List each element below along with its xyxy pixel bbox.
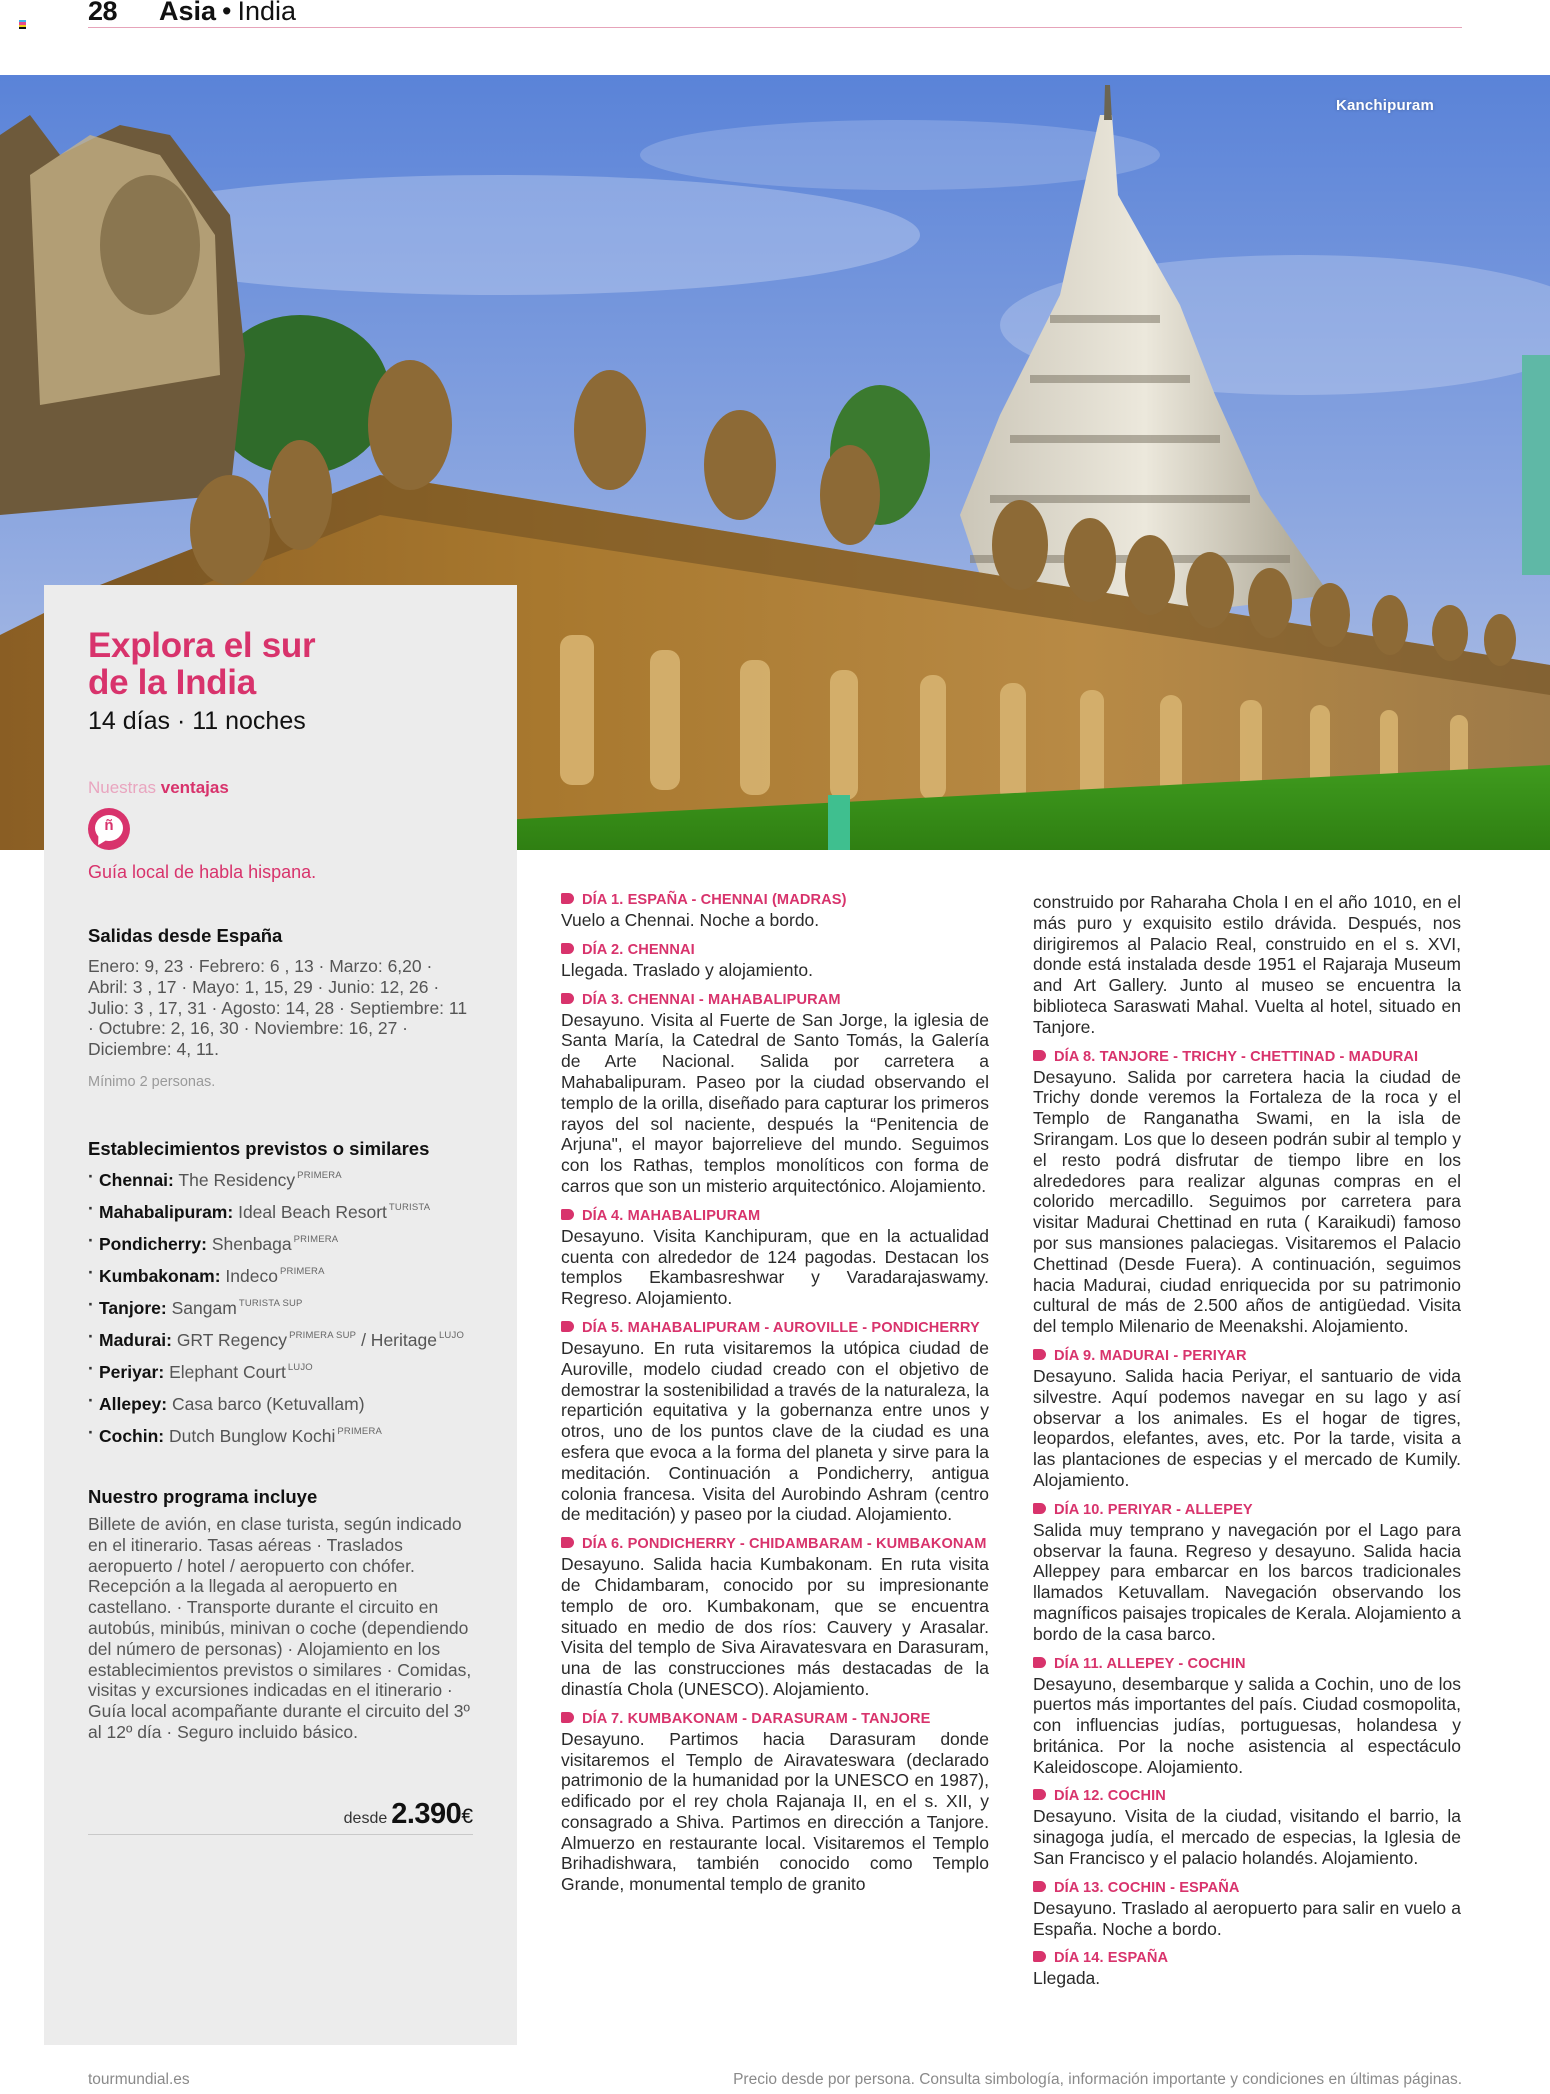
day-title: DÍA 4. MAHABALIPURAM — [561, 1207, 989, 1226]
day-title: DÍA 6. PONDICHERRY - CHIDAMBARAM - KUMBAKONAM — [561, 1535, 989, 1554]
day-text: Desayuno. Traslado al aeropuerto para salir en vuelo a España. Noche a bordo. — [1033, 1897, 1461, 1939]
photo-caption: Kanchipuram — [1335, 97, 1434, 114]
day-text: Llegada. Traslado y alojamiento. — [561, 959, 813, 980]
day-marker-icon — [1033, 1503, 1046, 1514]
day-text: Desayuno. Salida hacia Kumbakonam. En ruta visita de Chidambaram, conocido por su impresionante templo de oro. Kumbakonam, que se encuentra situado en medio de dos ríos: Cauvery y Arasalar. Visita del templo de Siva Airavatesvara en Darasuram, una de las construcciones más destacadas de la dinastía Chola (UNESCO). Alojamiento. — [561, 1554, 989, 1699]
day-title: DÍA 13. COCHIN - ESPAÑA — [1033, 1879, 1461, 1898]
hotel-city: Allepey: — [99, 1393, 168, 1414]
hotel-city: Mahabalipuram: — [99, 1201, 234, 1222]
day-marker-icon — [1033, 1789, 1046, 1800]
day-marker-icon — [561, 1321, 574, 1332]
spanish-speaking-guide-icon — [88, 808, 130, 850]
footer-disclaimer: Precio desde por persona. Consulta simbología, información importante y condiciones en últimas páginas. — [733, 2071, 1462, 2088]
hotel-item — [88, 1390, 473, 1414]
hotel-name: Shenbaga — [211, 1233, 292, 1254]
itinerary-day — [561, 991, 989, 1197]
includes-section — [88, 1486, 473, 1743]
day-title: DÍA 14. ESPAÑA — [1033, 1949, 1461, 1968]
hotel-item — [88, 1422, 473, 1446]
hotel-item — [88, 1230, 473, 1254]
itinerary-day — [1033, 1879, 1461, 1940]
itinerary-column-middle — [561, 891, 989, 1905]
hotel-category: TURISTA SUP — [238, 1297, 303, 1309]
itinerary-day — [561, 1319, 989, 1525]
hotel-item — [88, 1166, 473, 1190]
advantages-label — [88, 778, 473, 798]
footer-website-link[interactable]: tourmundial.es — [88, 2071, 190, 2088]
hotel-item — [88, 1358, 473, 1382]
itinerary-day — [561, 1535, 989, 1700]
day-text: Desayuno, desembarque y salida a Cochin, uno de los puertos más importantes del país. Ciudad cosmopolita, con influencias judías, portuguesas, holandesa y británica. Por la noche asistencia al espectáculo Kaleidoscope. Alojamiento. — [1033, 1673, 1461, 1777]
hotels-heading: Establecimientos previstos o similares — [88, 1137, 430, 1159]
day-title: DÍA 1. ESPAÑA - CHENNAI (MADRAS) — [561, 891, 989, 910]
hotel-category: PRIMERA SUP — [289, 1329, 357, 1341]
day-text: Vuelo a Chennai. Noche a bordo. — [561, 910, 820, 930]
day-title: DÍA 2. CHENNAI — [561, 941, 989, 960]
trip-title-line1: Explora el sur — [88, 626, 316, 665]
includes-text: Billete de avión, en clase turista, según indicado en el itinerario. Tasas aéreas · Traslados aeropuerto / hotel / aeropuerto con chófer. Recepción a la llegada al aeropuerto en castellano. · Transporte durante el circuito en autobús, minibús, minivan o coche (dependiendo del número de personas) · Alojamiento en los establecimientos previstos o similares · Comidas, visitas y excursiones indicadas en el itinerario · Guía local acompañante durante el circuito del 3º al 12º día · Seguro incluido básico. — [88, 1513, 472, 1742]
advantages-label-light: Nuestras — [88, 778, 157, 797]
trip-title — [88, 627, 473, 701]
breadcrumb-separator: • — [222, 0, 232, 26]
day-text: Llegada. — [1033, 1968, 1101, 1989]
price-currency: € — [461, 1805, 473, 1828]
hotels-section — [88, 1138, 473, 1446]
day-text: Desayuno. Partimos hacia Darasuram donde visitaremos el Templo de Airavateswara (declarado patrimonio de la humanidad por la UNESCO en 1987), edificado por el rey chola Rajanaja II, en el s. XII, y consagrado a Shiva. Partimos en dirección a Tanjore. Almuerzo en restaurante local. Visitaremos el Templo Brihadishwara, también conocido como Templo Grande, monumental templo de granito — [561, 1728, 989, 1895]
day-title: DÍA 7. KUMBAKONAM - DARASURAM - TANJORE — [561, 1710, 989, 1729]
itinerary-day — [1033, 1501, 1461, 1645]
departures-section — [88, 925, 473, 1090]
breadcrumb-continent: Asia — [159, 0, 217, 26]
hotel-city: Kumbakonam: — [99, 1265, 221, 1286]
itinerary-day — [561, 941, 989, 981]
itinerary-column-right — [1033, 892, 1461, 1999]
itinerary-day — [561, 1710, 989, 1895]
day-text: Salida muy temprano y navegación por el Lago para observar la fauna. Regreso y desayuno. Salida hacia Alleppey para embarcar en los barcos tradicionales llamados Ketuvallam. Navegación observando los magníficos paisajes tropicales de Kerala. Alojamiento a bordo de la casa barco. — [1033, 1519, 1462, 1644]
day-marker-icon — [561, 893, 574, 904]
hotel-name: GRT Regency — [176, 1329, 288, 1350]
day-title: DÍA 11. ALLEPEY - COCHIN — [1033, 1655, 1461, 1674]
hotel-name: The Residency — [178, 1169, 296, 1190]
day-text: Desayuno. Salida por carretera hacia la ciudad de Trichy donde veremos la Fortaleza de la roca y el Templo de Ranganatha Swami, en la isla de Srirangam. Los que lo deseen podrán subir al templo y el resto podrá disfrutar de tiempo libre en los alrededores para realizar algunas compras en el colorido mercadillo. Seguimos por carretera para visitar Madurai Chettinad en ruta ( Karaikudi) famoso por sus mansiones palaciegas. Visitaremos el Palacio Chettinad (Desde Fuera). A continuación, seguimos hacia Madurai, ciudad enriquecida por su patrimonio cultural de más de 2.500 años de antigüedad. Visita del templo Milenario de Meenakshi. Alojamiento. — [1033, 1066, 1461, 1337]
day-marker-icon — [1033, 1951, 1046, 1962]
hotel-city: Cochin: — [99, 1425, 165, 1446]
print-registration-mark — [19, 20, 26, 29]
minimum-people-note: Mínimo 2 personas. — [88, 1073, 216, 1090]
hotel-city: Pondicherry: — [99, 1233, 207, 1254]
hotel-name: Dutch Bunglow Kochi — [169, 1425, 336, 1446]
itinerary-day — [1033, 1655, 1461, 1778]
day-title: DÍA 8. TANJORE - TRICHY - CHETTINAD - MADURAI — [1033, 1048, 1461, 1067]
itinerary-day — [1033, 1048, 1461, 1337]
price-from-label: desde — [343, 1810, 388, 1827]
day-marker-icon — [561, 993, 574, 1004]
day-text: Desayuno. Visita Kanchipuram, que en la actualidad cuenta con alrededor de 124 pagodas. Destacan los templos Ekambasreshwar y Varadarajaswamy. Regreso. Alojamiento. — [561, 1225, 989, 1309]
hotel-city: Madurai: — [99, 1329, 172, 1350]
hotel-city: Periyar: — [99, 1361, 165, 1382]
trip-title-line2: de la India — [88, 663, 256, 702]
hotel-name: Casa barco (Ketuvallam) — [171, 1393, 365, 1414]
hotel-name: Ideal Beach Resort — [238, 1201, 387, 1222]
itinerary-day — [1033, 1949, 1461, 1989]
hotel-name-alt: / Heritage — [361, 1329, 437, 1350]
day-title: DÍA 3. CHENNAI - MAHABALIPURAM — [561, 991, 989, 1010]
hotel-item — [88, 1262, 473, 1286]
hotel-name: Elephant Court — [169, 1361, 286, 1382]
page-header — [88, 0, 1462, 28]
day-title: DÍA 12. COCHIN — [1033, 1787, 1461, 1806]
hotel-category: TURISTA — [388, 1201, 431, 1213]
hotel-name: Sangam — [171, 1297, 237, 1318]
day-text: Desayuno. Visita al Fuerte de San Jorge, la iglesia de Santa María, la Catedral de Santo Tomás, la Galería de Arte Nacional. Salida por carretera a Mahabalipuram. Paseo por la ciudad observando el templo de la orilla, diseñado para capturar los primeros rayos del sol naciente, después la “Penitencia de Arjuna", el mayor bajorrelieve del mundo. Seguimos con los Rathas, templos monolíticos con forma de carros que son un misterio arquitectónico. Alojamiento. — [561, 1009, 989, 1196]
hotel-item — [88, 1294, 473, 1318]
hotel-category: PRIMERA — [297, 1169, 342, 1181]
departures-heading: Salidas desde España — [88, 925, 283, 946]
day-marker-icon — [1033, 1881, 1046, 1892]
day-title: DÍA 9. MADURAI - PERIYAR — [1033, 1347, 1461, 1366]
day-marker-icon — [561, 1209, 574, 1220]
day-text: Desayuno. En ruta visitaremos la utópica ciudad de Auroville, modelo ciudad creado con el objetivo de demostrar la sostenibilidad a través de la naturaleza, la repartición equitativa y la gobernanza entre unos y otros, uno de los puntos clave de la ciudad es una esfera que evoca a la forma del planeta y sirve para la meditación. Continuación a Pondicherry, antigua colonia francesa. Visita del Aurobindo Ashram (centro de meditación) y paseo por la ciudad. Alojamiento. — [561, 1337, 990, 1525]
day-marker-icon — [561, 943, 574, 954]
day-text: Desayuno. Visita de la ciudad, visitando el barrio, la sinagoga judía, el mercado de especias, la Iglesia de San Francisco y el palacio holandés. Alojamiento. — [1033, 1806, 1461, 1869]
day-marker-icon — [1033, 1657, 1046, 1668]
hotel-category: PRIMERA — [337, 1425, 383, 1437]
breadcrumb — [159, 0, 296, 27]
hotel-category: PRIMERA — [293, 1233, 339, 1245]
hotel-category-alt: LUJO — [438, 1329, 465, 1341]
itinerary-day — [1033, 1347, 1461, 1491]
advantage-text: Guía local de habla hispana. — [88, 862, 317, 882]
advantages-label-strong: ventajas — [160, 778, 229, 797]
hotel-city: Tanjore: — [99, 1297, 167, 1318]
hotel-name: Indeco — [225, 1265, 278, 1286]
hotel-city: Chennai: — [99, 1169, 174, 1190]
day-marker-icon — [561, 1537, 574, 1548]
hotel-item — [88, 1326, 473, 1350]
hotel-list — [88, 1166, 473, 1446]
speech-bubble-n-glyph: ñ — [104, 817, 114, 834]
trip-info-panel — [44, 585, 517, 2045]
day-marker-icon — [1033, 1050, 1046, 1061]
hotel-category: PRIMERA — [279, 1265, 325, 1277]
day-marker-icon — [1033, 1349, 1046, 1360]
itinerary-day — [561, 891, 989, 931]
day-title: DÍA 10. PERIYAR - ALLEPEY — [1033, 1501, 1461, 1520]
trip-duration: 14 días · 11 noches — [88, 707, 306, 735]
day-text-continued: construido por Raharaha Chola I en el año 1010, en el más puro y exquisito estilo drávida. Después, nos dirigiremos al Palacio Real, construido en el s. XVI, donde está instalada desde 1951 el Rajaraja Museum and Art Gallery. Junto al museo se encuentra la biblioteca Saraswati Mahal. Vuelta al hotel, situado en Tanjore. — [1033, 892, 1461, 1037]
day-text: Desayuno. Salida hacia Periyar, el santuario de vida silvestre. Aquí podemos navegar en su lago y así observar a los animales. Es el hogar de tigres, leopardos, elefantes, aves, etc. Por la tarde, visita a las plantaciones de especias y el mercado de Kumily. Alojamiento. — [1033, 1365, 1461, 1490]
itinerary-day — [1033, 1787, 1461, 1868]
price-row — [88, 1798, 473, 1835]
page-number: 28 — [88, 0, 118, 26]
hotel-category: LUJO — [287, 1361, 313, 1373]
day-title: DÍA 5. MAHABALIPURAM - AUROVILLE - PONDICHERRY — [561, 1319, 989, 1338]
day-marker-icon — [561, 1712, 574, 1723]
price-amount: 2.390 — [391, 1798, 462, 1830]
itinerary-day — [561, 1207, 989, 1309]
breadcrumb-country: India — [237, 0, 297, 26]
departures-dates: Enero: 9, 23 · Febrero: 6 , 13 · Marzo: 6,20 · Abril: 3 , 17 · Mayo: 1, 15, 29 · Junio: 12, 26 · Julio: 3 , 17, 31 · Agosto: 14, 28 · Septiembre: 11 · Octubre: 2, 16, 30 · Noviembre: 16, 27 · Diciembre: 4, 11. — [88, 956, 468, 1060]
hotel-item — [88, 1198, 473, 1222]
includes-heading: Nuestro programa incluye — [88, 1485, 318, 1507]
